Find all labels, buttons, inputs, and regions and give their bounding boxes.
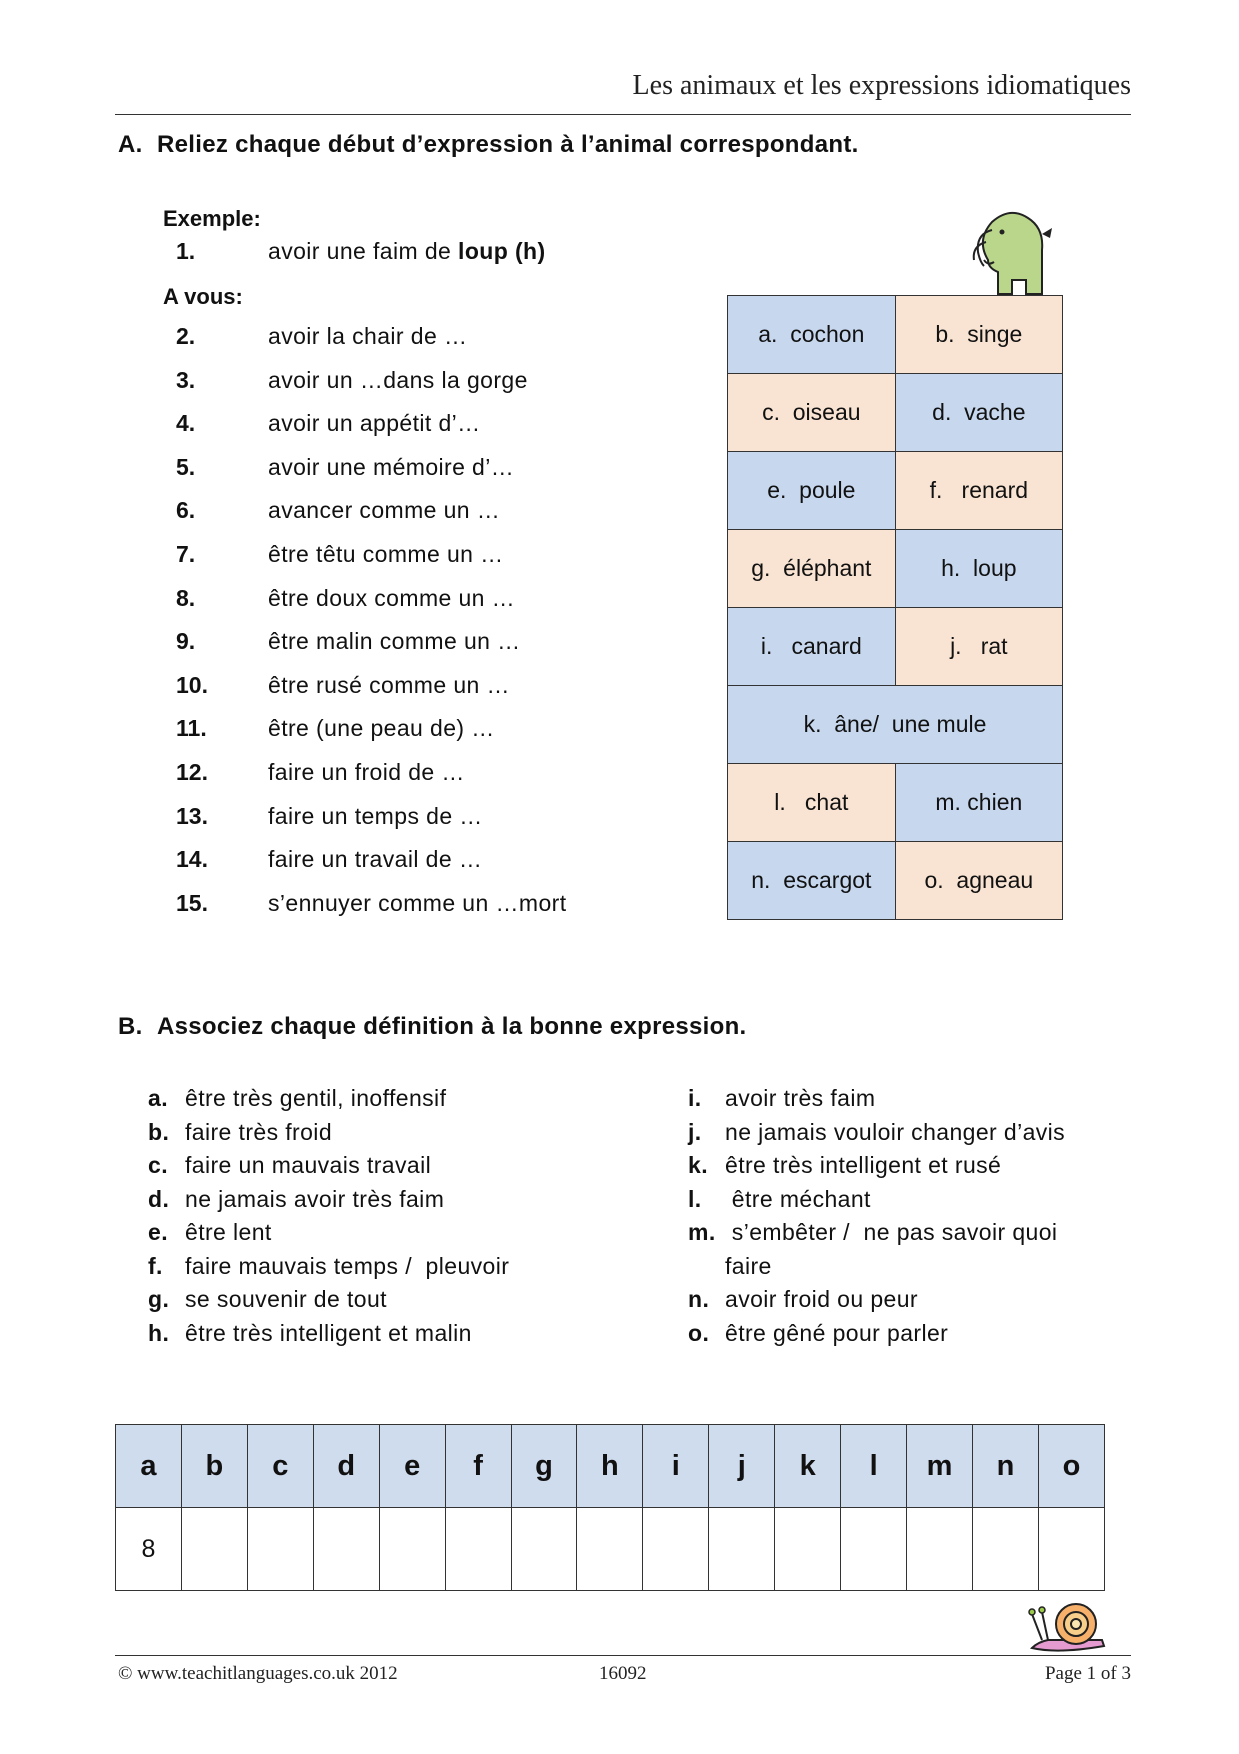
animal-cell: o. agneau <box>895 842 1062 920</box>
section-a-title <box>118 131 859 159</box>
definition-letter: l. <box>688 1185 702 1212</box>
definition-text: être très intelligent et rusé <box>725 1152 1002 1178</box>
animal-row <box>728 374 1063 452</box>
expression-text: faire un froid de … <box>268 759 465 785</box>
animal-cell: n. escargot <box>728 842 896 920</box>
definition-text: avoir froid ou peur <box>725 1286 918 1312</box>
expression-text: être rusé comme un … <box>268 671 510 698</box>
animal-cell: a. cochon <box>728 296 896 374</box>
example-number: 1. <box>176 238 196 264</box>
animal-cell: b. singe <box>895 296 1062 374</box>
animal-row <box>728 842 1063 920</box>
definition-text: faire <box>725 1252 772 1279</box>
expression-number: 5. <box>176 453 196 480</box>
animal-row <box>728 686 1063 764</box>
animal-row <box>728 296 1063 374</box>
expression-text: être doux comme un … <box>268 584 516 611</box>
definition-item <box>688 1320 1128 1350</box>
answer-input-cell[interactable] <box>972 1508 1038 1591</box>
definition-text: être gêné pour parler <box>725 1319 949 1346</box>
expression-text: avoir un …dans la gorge <box>268 366 528 393</box>
answer-input-cell[interactable] <box>313 1508 379 1591</box>
answer-letter-cell: j <box>709 1425 775 1508</box>
definition-letter: n. <box>688 1286 710 1312</box>
answer-letter-cell: f <box>445 1425 511 1508</box>
section-b-letter: B. <box>118 1013 143 1040</box>
answer-letter-cell: m <box>907 1425 973 1508</box>
animal-row <box>728 530 1063 608</box>
expression-number: 10. <box>176 671 208 698</box>
animal-cell: i. canard <box>728 608 896 686</box>
expression-text: être têtu comme un … <box>268 541 504 567</box>
definition-item <box>148 1219 588 1249</box>
footer-code: 16092 <box>599 1663 647 1684</box>
answer-input-cell[interactable] <box>445 1508 511 1591</box>
answer-letter-cell: h <box>577 1425 643 1508</box>
animal-table <box>727 295 1063 920</box>
definition-item <box>148 1152 588 1182</box>
animal-cell: m. chien <box>895 764 1062 842</box>
definition-item <box>688 1152 1128 1182</box>
expression-number: 8. <box>176 584 196 611</box>
answer-letter-cell: b <box>181 1425 247 1508</box>
definition-text: être très intelligent et malin <box>185 1319 472 1346</box>
expression-text: faire un temps de … <box>268 802 483 829</box>
elephant-icon <box>966 200 1062 296</box>
answer-input-cell[interactable] <box>709 1508 775 1591</box>
a-vous-label: A vous: <box>163 284 243 309</box>
definition-letter: h. <box>148 1319 170 1346</box>
answer-letter-cell: n <box>972 1425 1038 1508</box>
header-rule <box>115 114 1131 115</box>
animal-cell: c. oiseau <box>728 374 896 452</box>
definition-text: ne jamais vouloir changer d’avis <box>725 1118 1066 1145</box>
section-a-heading: Reliez chaque début d’expression à l’animal correspondant. <box>157 131 859 158</box>
example-label: Exemple: <box>163 206 261 231</box>
answer-input-cell[interactable] <box>577 1508 643 1591</box>
answer-letter-cell: k <box>775 1425 841 1508</box>
expression-number: 7. <box>176 541 196 567</box>
expression-number: 12. <box>176 759 208 785</box>
answer-input-cell[interactable] <box>511 1508 577 1591</box>
answer-input-cell[interactable] <box>181 1508 247 1591</box>
definition-text: faire un mauvais travail <box>185 1152 432 1178</box>
expression-number: 13. <box>176 802 208 829</box>
definition-text: avoir très faim <box>725 1085 876 1111</box>
animal-cell: j. rat <box>895 608 1062 686</box>
definition-text: se souvenir de tout <box>185 1286 387 1312</box>
definition-letter: c. <box>148 1152 168 1178</box>
footer-rule <box>115 1655 1131 1656</box>
definition-letter: f. <box>148 1252 163 1279</box>
section-b-title <box>118 1013 747 1041</box>
answer-input-cell[interactable] <box>841 1508 907 1591</box>
definition-item <box>148 1119 588 1149</box>
definition-text: ne jamais avoir très faim <box>185 1185 445 1212</box>
answer-input-cell[interactable] <box>643 1508 709 1591</box>
answer-letter-cell: a <box>116 1425 182 1508</box>
definition-letter: k. <box>688 1152 708 1178</box>
definition-text: faire mauvais temps / pleuvoir <box>185 1252 510 1279</box>
definition-item <box>148 1253 588 1283</box>
definition-letter: b. <box>148 1118 170 1145</box>
definition-letter: j. <box>688 1118 702 1145</box>
definition-text: s’embêter / ne pas savoir quoi <box>725 1219 1058 1245</box>
answer-input-cell[interactable] <box>247 1508 313 1591</box>
expression-text: être (une peau de) … <box>268 715 495 742</box>
answer-letter-cell: l <box>841 1425 907 1508</box>
definition-item <box>688 1253 1128 1283</box>
definition-letter: a. <box>148 1085 168 1111</box>
answer-letter-cell: g <box>511 1425 577 1508</box>
definition-letter: e. <box>148 1219 168 1245</box>
footer-page: Page 1 of 3 <box>1044 1663 1131 1684</box>
expression-number: 3. <box>176 366 196 393</box>
animal-cell: h. loup <box>895 530 1062 608</box>
answer-header-row <box>116 1425 1105 1508</box>
animal-row <box>728 452 1063 530</box>
answer-input-cell[interactable]: 8 <box>116 1508 182 1591</box>
definition-text: être méchant <box>725 1185 871 1212</box>
animal-row <box>728 608 1063 686</box>
answer-table <box>115 1424 1105 1591</box>
animal-cell: f. renard <box>895 452 1062 530</box>
answer-input-cell[interactable] <box>775 1508 841 1591</box>
answer-input-cell[interactable] <box>907 1508 973 1591</box>
expression-text: être malin comme un … <box>268 628 521 655</box>
definition-text: être très gentil, inoffensif <box>185 1085 447 1111</box>
animal-cell: k. âne/ une mule <box>728 686 1063 764</box>
animal-cell: e. poule <box>728 452 896 530</box>
definition-item <box>148 1085 588 1115</box>
expression-text: avoir une mémoire d’… <box>268 453 515 480</box>
expression-number: 14. <box>176 846 208 873</box>
answer-letter-cell: c <box>247 1425 313 1508</box>
definition-item <box>688 1085 1128 1115</box>
page-title: Les animaux et les expressions idiomatiques <box>632 70 1131 101</box>
expression-number: 2. <box>176 323 196 349</box>
expression-text: avoir un appétit d’… <box>268 410 481 437</box>
expression-text: faire un travail de … <box>268 846 483 873</box>
answer-letter-cell: e <box>379 1425 445 1508</box>
definition-item <box>688 1119 1128 1149</box>
section-a-letter: A. <box>118 131 143 158</box>
definition-letter: i. <box>688 1085 702 1111</box>
expression-text: avoir la chair de … <box>268 323 468 349</box>
answer-letter-cell: d <box>313 1425 379 1508</box>
snail-icon <box>1018 1596 1112 1656</box>
animal-cell: g. éléphant <box>728 530 896 608</box>
expression-number: 11. <box>176 715 207 742</box>
definition-letter: g. <box>148 1286 170 1312</box>
answer-value-row <box>116 1508 1105 1591</box>
definition-letter: o. <box>688 1319 710 1346</box>
answer-input-cell[interactable] <box>379 1508 445 1591</box>
definition-item <box>688 1186 1128 1216</box>
definition-item <box>688 1219 1128 1249</box>
definition-item <box>148 1286 588 1316</box>
definition-item <box>148 1320 588 1350</box>
expression-number: 9. <box>176 628 196 655</box>
expression-number: 15. <box>176 889 208 916</box>
definition-item <box>148 1186 588 1216</box>
expression-number: 4. <box>176 410 196 437</box>
animal-cell: d. vache <box>895 374 1062 452</box>
definition-letter: d. <box>148 1185 170 1212</box>
animal-cell: l. chat <box>728 764 896 842</box>
answer-letter-cell: o <box>1038 1425 1104 1508</box>
definition-item <box>688 1286 1128 1316</box>
definition-text: être lent <box>185 1219 272 1245</box>
definition-text: faire très froid <box>185 1118 333 1145</box>
animal-row <box>728 764 1063 842</box>
definition-letter: m. <box>688 1219 716 1245</box>
footer-copyright: © www.teachitlanguages.co.uk 2012 <box>118 1663 398 1684</box>
answer-letter-cell: i <box>643 1425 709 1508</box>
expression-text: avancer comme un … <box>268 497 501 524</box>
example-text: avoir une faim de loup (h) <box>268 238 546 264</box>
expression-number: 6. <box>176 497 196 524</box>
section-b-heading: Associez chaque définition à la bonne expression. <box>157 1013 747 1040</box>
expression-text: s’ennuyer comme un …mort <box>268 889 567 916</box>
answer-input-cell[interactable] <box>1038 1508 1104 1591</box>
